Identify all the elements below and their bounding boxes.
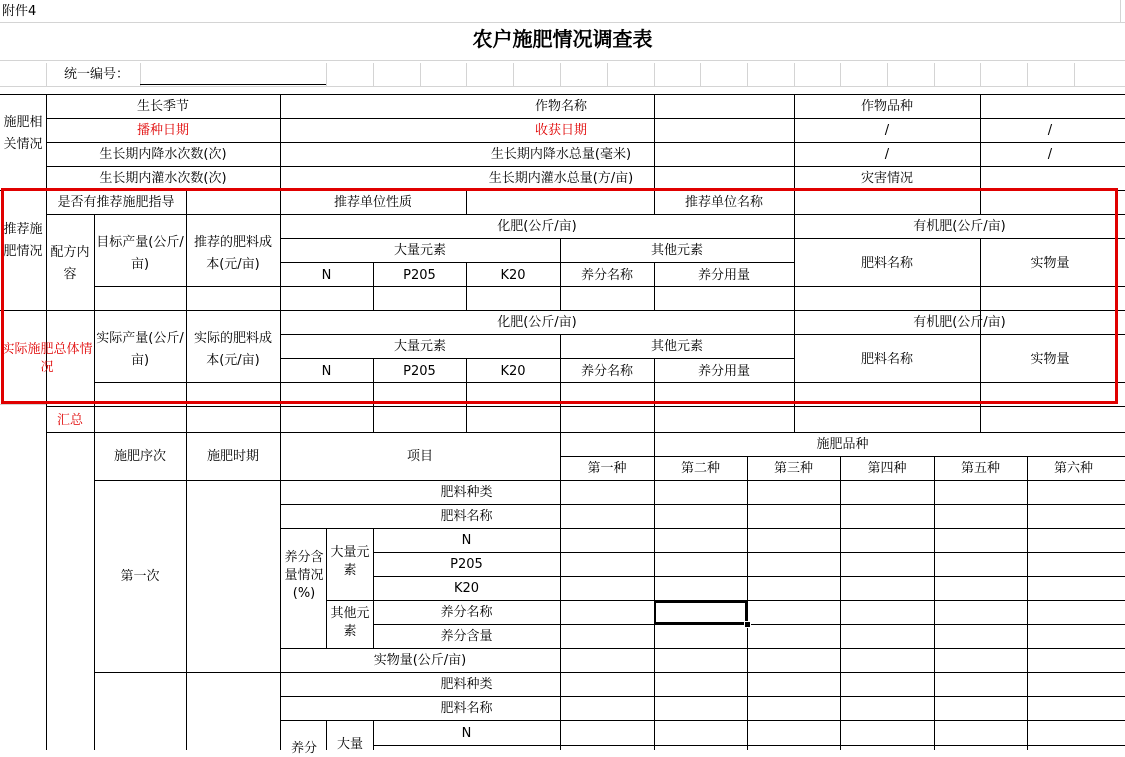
p205-header: P205	[403, 268, 436, 283]
crop-variety-label: 作物品种	[860, 99, 913, 114]
macro-element-label-cut: 大量	[336, 737, 363, 752]
nutrient-name-row-label: 养分名称	[440, 605, 493, 620]
period-header: 施肥时期	[206, 449, 259, 464]
variety-header: 施肥品种	[816, 437, 869, 452]
n-row-label: N	[461, 726, 472, 741]
target-yield-label: 目标产量(公斤/亩)	[96, 235, 184, 272]
growing-season-label: 生长季节	[136, 99, 189, 114]
n-row-label: N	[461, 533, 472, 548]
actual-cost-label: 实际的肥料成本(元/亩)	[193, 331, 272, 368]
other-element-header: 其他元素	[650, 339, 703, 354]
k20-row-label: K20	[453, 581, 480, 596]
kind-header-3: 第三种	[773, 461, 813, 476]
rain-count-label: 生长期内降水次数(次)	[99, 147, 227, 162]
k20-header: K20	[500, 364, 526, 379]
fert-name-label: 肥料名称	[440, 701, 493, 716]
fert-name-label: 肥料名称	[440, 509, 493, 524]
organic-fert-header: 有机肥(公斤/亩)	[913, 315, 1006, 330]
real-amount-header: 实物量	[1030, 256, 1070, 271]
n-header: N	[321, 364, 332, 379]
p205-row-label: P205	[450, 557, 483, 572]
n-header: N	[321, 268, 332, 283]
kind-header-5: 第五种	[960, 461, 1000, 476]
real-amount-row-label: 实物量(公斤/亩)	[373, 653, 467, 668]
organic-fert-header: 有机肥(公斤/亩)	[913, 219, 1006, 234]
irrigation-total-label: 生长期内灌水总量(方/亩)	[488, 171, 634, 186]
crop-name-label: 作物名称	[534, 99, 587, 114]
slash-mark: /	[1047, 123, 1053, 138]
rain-total-label: 生长期内降水总量(毫米)	[490, 147, 632, 162]
slash-mark: /	[884, 147, 890, 162]
selected-cell[interactable]	[654, 601, 747, 624]
nutrient-content-row-label: 养分含量	[440, 629, 493, 644]
k20-header: K20	[500, 268, 526, 283]
slash-mark: /	[1047, 147, 1053, 162]
nutrient-amount-header: 养分用量	[697, 364, 750, 379]
kind-header-2: 第二种	[680, 461, 720, 476]
fert-type-label: 肥料种类	[440, 677, 493, 692]
p205-header: P205	[403, 364, 436, 379]
actual-yield-label: 实际产量(公斤/亩)	[96, 331, 184, 368]
fert-name-header: 肥料名称	[860, 256, 913, 271]
other-element-label: 其他元素	[330, 606, 370, 639]
unit-nature-label: 推荐单位性质	[333, 195, 412, 210]
summary-label: 汇总	[56, 413, 83, 428]
slash-mark: /	[884, 123, 890, 138]
kind-header-6: 第六种	[1053, 461, 1093, 476]
nutrient-name-header: 养分名称	[580, 364, 633, 379]
macro-element-label: 大量元素	[330, 545, 370, 578]
recommend-cost-label: 推荐的肥料成本(元/亩)	[193, 235, 272, 272]
item-header: 项目	[406, 449, 433, 464]
formula-label: 配方内容	[50, 245, 90, 282]
disaster-label: 灾害情况	[860, 171, 913, 186]
attachment-label: 附件4	[2, 4, 37, 19]
kind-header-1: 第一种	[587, 461, 627, 476]
first-round-label: 第一次	[120, 569, 160, 584]
fert-type-label: 肥料种类	[440, 485, 493, 500]
harvest-date-label: 收获日期	[534, 123, 587, 138]
highlight-box	[1, 188, 1118, 404]
irrigation-count-label: 生长期内灌水次数(次)	[99, 171, 227, 186]
nutrient-amount-header: 养分用量	[697, 268, 750, 283]
chem-fert-header: 化肥(公斤/亩)	[497, 219, 577, 234]
unit-name-label: 推荐单位名称	[684, 195, 763, 210]
nutrient-name-header: 养分名称	[580, 268, 633, 283]
real-amount-header: 实物量	[1030, 352, 1070, 367]
related-section-label: 施肥相关情况	[3, 115, 43, 152]
code-label: 统一编号：	[64, 67, 130, 82]
order-header: 施肥序次	[113, 449, 166, 464]
nutrient-content-label-cut: 养分	[290, 741, 317, 756]
sowing-date-label: 播种日期	[136, 123, 189, 138]
code-input[interactable]	[140, 63, 326, 84]
actual-section-label: 实际施肥总体情况	[1, 342, 93, 375]
fert-name-header: 肥料名称	[860, 352, 913, 367]
fill-handle[interactable]	[744, 621, 751, 628]
guidance-label: 是否有推荐施肥指导	[57, 195, 175, 210]
other-element-header: 其他元素	[650, 243, 703, 258]
page-title: 农户施肥情况调查表	[472, 27, 653, 51]
chem-fert-header: 化肥(公斤/亩)	[497, 315, 577, 330]
recommend-section-label: 推荐施肥情况	[3, 222, 43, 259]
macro-element-header: 大量元素	[393, 339, 446, 354]
nutrient-content-label: 养分含量情况(%)	[284, 550, 324, 601]
macro-element-header: 大量元素	[393, 243, 446, 258]
kind-header-4: 第四种	[867, 461, 907, 476]
